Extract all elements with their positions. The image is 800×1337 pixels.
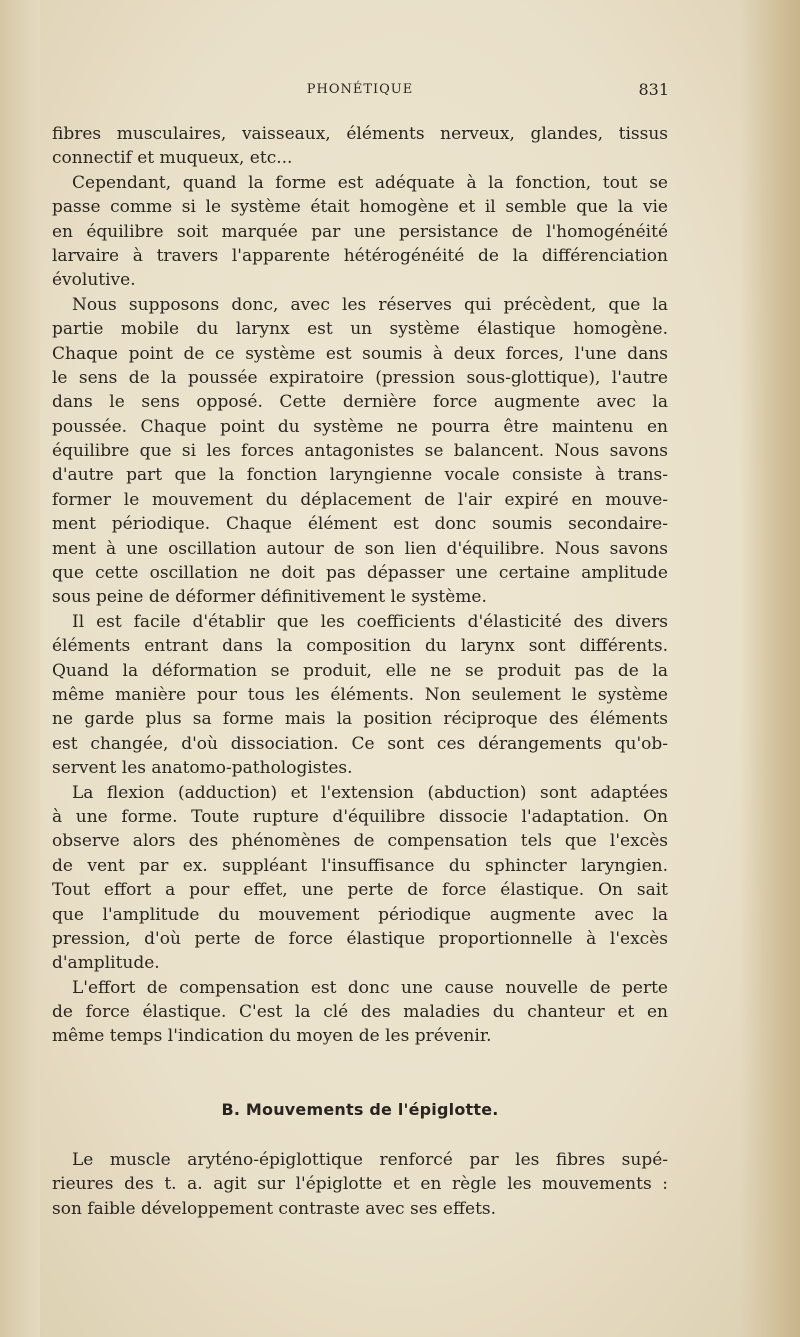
text-line: d'amplitude. — [52, 953, 160, 974]
text-line: Il est facile d'établir que les coefficients d'élasticité des divers — [72, 611, 668, 632]
text-line: pression, d'où perte de force élastique proportionnelle à l'excès — [52, 928, 668, 949]
text-line: évolutive. — [52, 270, 136, 291]
text-line: La flexion (adduction) et l'extension (abduction) sont adaptées — [72, 782, 668, 803]
text-line: sous peine de déformer définitivement le système. — [52, 587, 487, 608]
text-line: dans le sens opposé. Cette dernière force augmente avec la — [52, 392, 668, 413]
text-line: fibres musculaires, vaisseaux, éléments nerveux, glandes, tissus — [52, 124, 668, 144]
text-line: est changée, d'où dissociation. Ce sont ces dérangements qu'ob- — [52, 733, 668, 754]
text-line: passe comme si le système était homogène et il semble que la vie — [52, 197, 668, 218]
body-text — [52, 122, 668, 1049]
running-head: PHONÉTIQUE — [306, 82, 414, 97]
page-right-edge — [740, 0, 800, 1337]
text-line: d'autre part que la fonction laryngienne vocale consiste à trans- — [52, 465, 668, 486]
text-line: en équilibre soit marquée par une persistance de l'homogénéité — [52, 221, 668, 242]
text-line: le sens de la poussée expiratoire (pression sous-glottique), l'autre — [52, 367, 668, 388]
text-line: rieures des t. a. agit sur l'épiglotte et en règle les mouvements : — [52, 1174, 668, 1195]
text-line: ment à une oscillation autour de son lien d'équilibre. Nous savons — [52, 538, 668, 559]
text-line: ne garde plus sa forme mais la position réciproque des éléments — [52, 709, 668, 730]
text-line: Quand la déformation se produit, elle ne se produit pas de la — [52, 660, 668, 681]
section-heading: B. Mouvements de l'épiglotte. — [221, 1100, 499, 1119]
text-line: Chaque point de ce système est soumis à deux forces, l'une dans — [52, 343, 668, 364]
text-line: de force élastique. C'est la clé des maladies du chanteur et en — [52, 1002, 668, 1023]
text-line: Tout effort a pour effet, une perte de force élastique. On sait — [52, 880, 668, 901]
text-line: même temps l'indication du moyen de les prévenir. — [52, 1026, 492, 1047]
text-line: poussée. Chaque point du système ne pourra être maintenu en — [52, 416, 668, 437]
text-line: que l'amplitude du mouvement périodique augmente avec la — [52, 904, 668, 925]
text-line: Cependant, quand la forme est adéquate à la fonction, tout se — [72, 172, 668, 193]
text-line: servent les anatomo-pathologistes. — [52, 758, 353, 779]
text-line: connectif et muqueux, etc... — [52, 148, 293, 169]
text-line: larvaire à travers l'apparente hétérogénéité de la différenciation — [52, 245, 668, 266]
text-line: partie mobile du larynx est un système élastique homogène. — [52, 319, 668, 340]
text-line: ment périodique. Chaque élément est donc soumis secondaire- — [52, 514, 668, 535]
text-line: former le mouvement du déplacement de l'air expiré en mouve- — [52, 489, 668, 510]
text-line: Nous supposons donc, avec les réserves qui précèdent, que la — [72, 294, 668, 315]
text-line: éléments entrant dans la composition du larynx sont différents. — [52, 636, 668, 657]
text-line: L'effort de compensation est donc une cause nouvelle de perte — [72, 977, 668, 998]
text-line: même manière pour tous les éléments. Non seulement le système — [52, 684, 668, 705]
text-line: son faible développement contraste avec ses effets. — [52, 1198, 497, 1219]
text-line: de vent par ex. suppléant l'insuffisance du sphincter laryngien. — [52, 855, 668, 876]
page-left-edge — [0, 0, 40, 1337]
text-line: équilibre que si les forces antagonistes se balancent. Nous savons — [52, 441, 668, 462]
text-line: à une forme. Toute rupture d'équilibre dissocie l'adaptation. On — [52, 806, 668, 827]
text-line: observe alors des phénomènes de compensation tels que l'excès — [52, 831, 668, 852]
page-header — [52, 80, 668, 104]
text-line: Le muscle aryténo-épiglottique renforcé par les fibres supé- — [72, 1150, 668, 1170]
text-line: que cette oscillation ne doit pas dépasser une certaine amplitude — [52, 563, 668, 584]
page-number: 831 — [638, 80, 669, 99]
section-text — [52, 1148, 668, 1221]
